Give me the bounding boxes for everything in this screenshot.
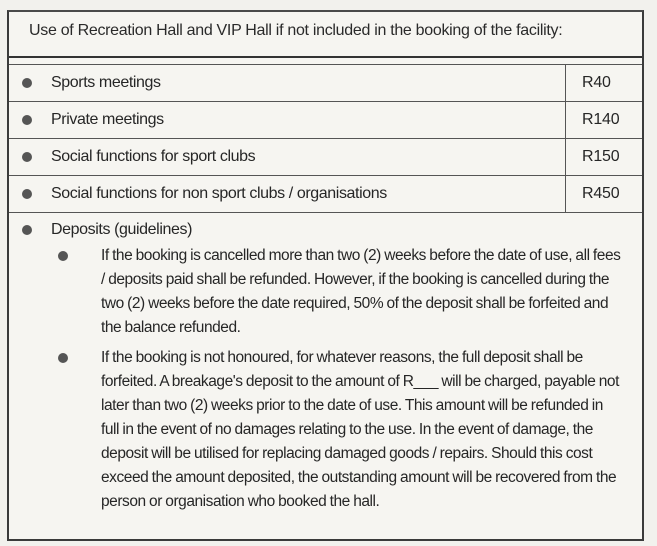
fee-schedule-page: [7, 10, 644, 541]
fee-amount: R150: [582, 148, 620, 165]
fee-amount: R450: [582, 185, 620, 202]
fee-row: [9, 102, 642, 139]
fee-row: [9, 139, 642, 176]
fee-amount: R140: [582, 111, 620, 128]
bullet-icon: [22, 115, 32, 125]
deposits-heading-text: Deposits (guidelines): [51, 221, 193, 238]
fee-amount: R40: [582, 74, 611, 91]
bullet-icon: [22, 189, 32, 199]
bullet-icon: [58, 353, 68, 363]
fee-table: [9, 64, 642, 213]
fee-label: Private meetings: [51, 111, 164, 128]
fee-row: [9, 65, 642, 102]
fee-label-cell: [9, 102, 566, 139]
fee-row: [9, 176, 642, 213]
section-title-text: Use of Recreation Hall and VIP Hall if not included in the booking of the facility:: [29, 22, 563, 39]
deposit-paragraph-text: If the booking is not honoured, for whatever reasons, the full deposit shall be forfeited. A breakage's deposit to the amount of R___ will be charged, payable not later than two (2) weeks prior to the date of use. This amount will be refunded in full in the event of no damages relating to the use. In the event of damage, the deposit will be utilised for replacing damaged goods / repairs. Should this cost exceed the amount deposited, the outstanding amount will be recovered from the person or organisation who booked the hall.: [101, 349, 619, 510]
deposits-section: [9, 218, 642, 514]
bullet-icon: [22, 152, 32, 162]
bullet-icon: [22, 78, 32, 88]
deposit-paragraph-cancellation: [9, 244, 642, 340]
fee-label: Sports meetings: [51, 74, 161, 91]
deposits-heading: [9, 218, 642, 242]
deposit-paragraph-forfeit: [9, 346, 642, 514]
fee-label: Social functions for sport clubs: [51, 148, 256, 165]
section-title: [9, 12, 642, 58]
bullet-icon: [22, 225, 32, 235]
fee-label: Social functions for non sport clubs / organisations: [51, 185, 387, 202]
fee-label-cell: [9, 176, 566, 213]
bullet-icon: [58, 251, 68, 261]
deposit-paragraph-text: If the booking is cancelled more than two (2) weeks before the date of use, all fees / deposits paid shall be refunded. However, if the booking is cancelled during the two (2) weeks before the date required, 50% of the deposit shall be forfeited and the balance refunded.: [101, 247, 621, 336]
fee-label-cell: [9, 65, 566, 102]
fee-label-cell: [9, 139, 566, 176]
